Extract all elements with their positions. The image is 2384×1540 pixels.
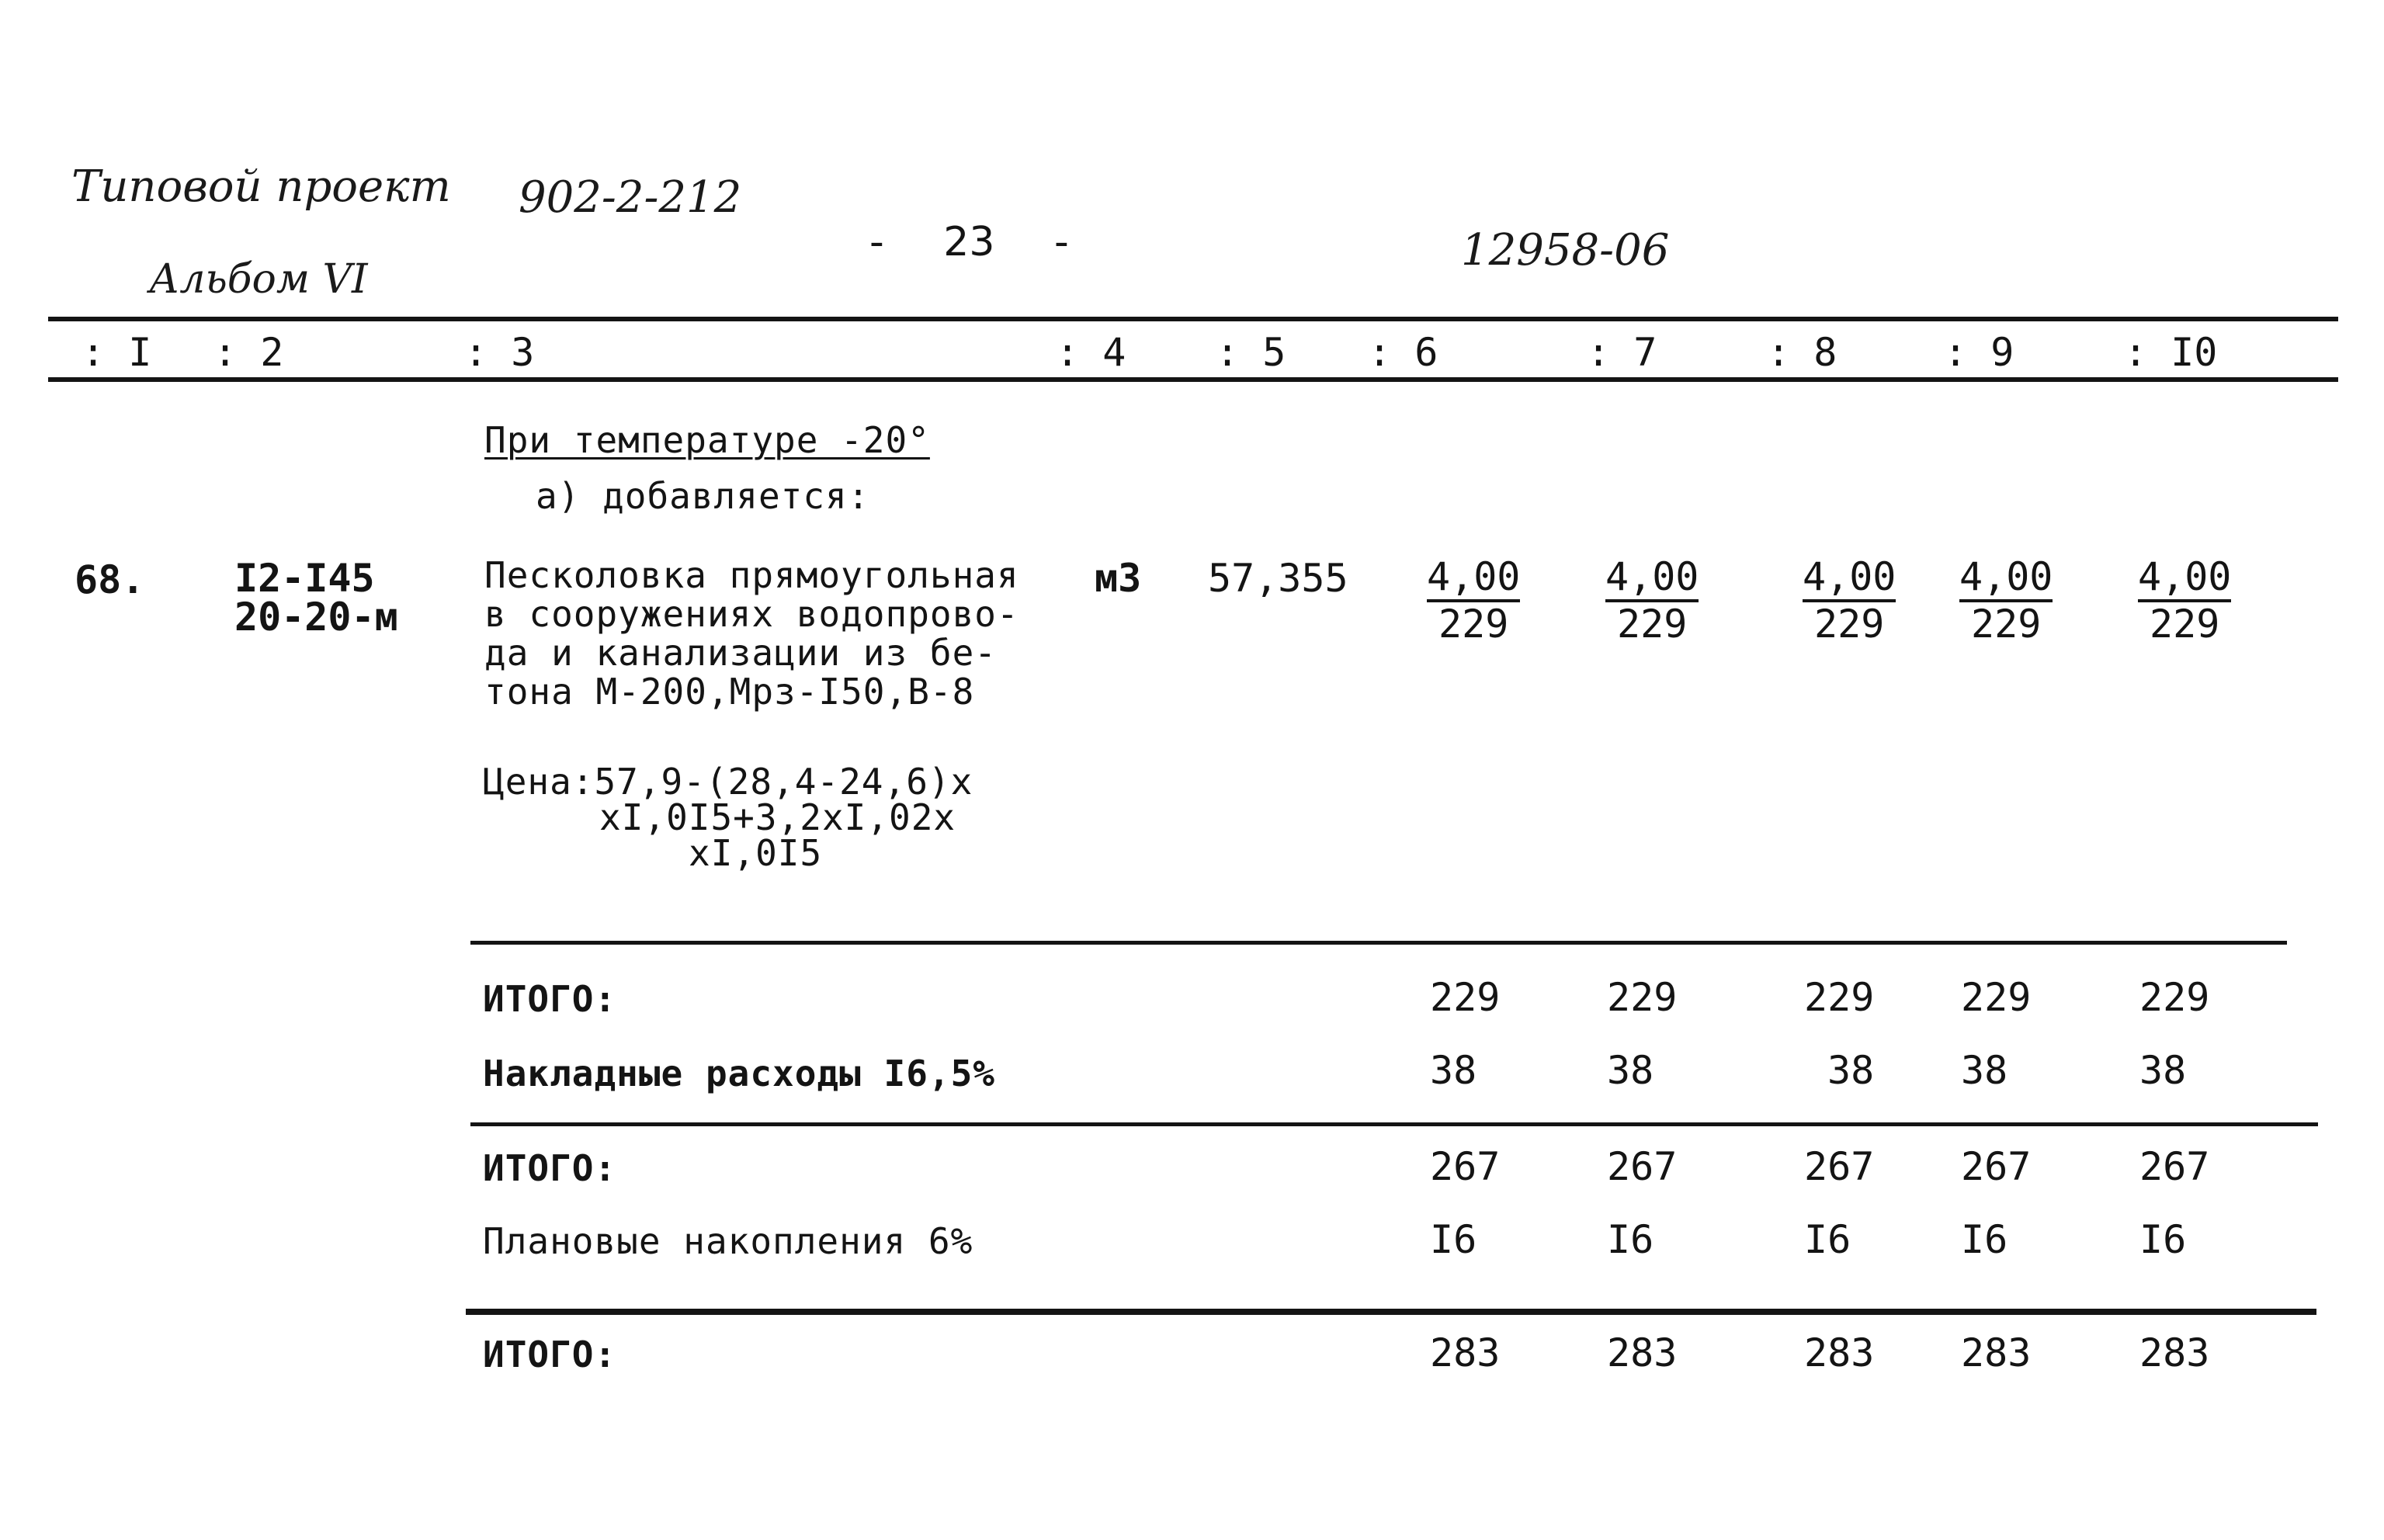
totals-rule-2 (470, 1122, 2318, 1126)
description-line-3: да и канализации из бе- (484, 632, 997, 674)
item-code-line-1: I2-I45 (234, 556, 375, 601)
total-4-col9: I6 (1961, 1217, 2008, 1262)
total-5-col9: 283 (1961, 1330, 2032, 1375)
item-code-line-2: 20-20-м (234, 595, 398, 640)
totals-rule-3 (466, 1309, 2316, 1315)
column-header-4: : 4 (1056, 330, 1126, 375)
value-col6-rate: 4,00 (1427, 556, 1520, 602)
item-number: 68. (75, 557, 145, 602)
project-code: 902-2-212 (519, 172, 742, 223)
total-2-col6: 38 (1430, 1048, 1477, 1093)
value-col8-rate: 4,00 (1803, 556, 1896, 602)
description-line-2: в сооружениях водопрово- (484, 593, 1019, 635)
total-2-col10: 38 (2139, 1048, 2187, 1093)
header-top-rule (48, 317, 2338, 321)
formula-line-2: хI,0I5+3,2хI,02х (599, 796, 956, 838)
total-label-3: ИТОГО: (483, 1147, 617, 1189)
item-quantity: 57,355 (1208, 556, 1348, 601)
total-label-1: ИТОГО: (483, 978, 617, 1020)
total-1-col7: 229 (1607, 975, 1678, 1020)
formula-line-3: хI,0I5 (689, 832, 823, 874)
total-label-2: Накладные расходы I6,5% (483, 1053, 995, 1094)
total-label-5: ИТОГО: (483, 1334, 617, 1375)
value-col10-cost: 229 (2150, 602, 2220, 647)
column-header-9: : 9 (1944, 330, 2014, 375)
item-value-col7 (1605, 556, 1699, 646)
total-5-col10: 283 (2139, 1330, 2210, 1375)
total-2-col7: 38 (1607, 1048, 1654, 1093)
total-4-col8: I6 (1804, 1217, 1851, 1262)
item-value-col8 (1803, 556, 1896, 646)
value-col9-rate: 4,00 (1959, 556, 2053, 602)
item-unit: м3 (1095, 556, 1142, 601)
header-bottom-rule (48, 377, 2338, 382)
total-1-col6: 229 (1430, 975, 1501, 1020)
project-label: Типовой проект (71, 161, 451, 212)
item-value-col6 (1427, 556, 1520, 646)
column-header-5: : 5 (1216, 330, 1286, 375)
total-1-col10: 229 (2139, 975, 2210, 1020)
total-5-col6: 283 (1430, 1330, 1501, 1375)
page-number: - 23 - (869, 219, 1069, 265)
total-5-col8: 283 (1804, 1330, 1875, 1375)
column-header-2: : 2 (213, 330, 284, 375)
description-line-1: Песколовка прямоугольная (484, 554, 1019, 596)
total-2-col8: 38 (1827, 1048, 1875, 1093)
document-code: 12958-06 (1461, 225, 1670, 276)
column-header-7: : 7 (1587, 330, 1657, 375)
total-4-col10: I6 (2139, 1217, 2187, 1262)
total-4-col6: I6 (1430, 1217, 1477, 1262)
value-col6-cost: 229 (1438, 602, 1509, 647)
value-col8-cost: 229 (1814, 602, 1885, 647)
item-value-col10 (2138, 556, 2231, 646)
total-3-col10: 267 (2139, 1144, 2210, 1189)
column-header-6: : 6 (1368, 330, 1438, 375)
total-1-col8: 229 (1804, 975, 1875, 1020)
total-3-col8: 267 (1804, 1144, 1875, 1189)
total-3-col7: 267 (1607, 1144, 1678, 1189)
formula-line-1: Цена:57,9-(28,4-24,6)х (483, 761, 973, 803)
total-2-col9: 38 (1961, 1048, 2008, 1093)
item-description (484, 556, 1019, 711)
column-header-1: : I (82, 330, 152, 375)
price-formula (483, 761, 973, 874)
section-title: При температуре -20° (484, 419, 930, 461)
value-col7-rate: 4,00 (1605, 556, 1699, 602)
column-header-3: : 3 (464, 330, 535, 375)
total-5-col7: 283 (1607, 1330, 1678, 1375)
total-1-col9: 229 (1961, 975, 2032, 1020)
total-3-col9: 267 (1961, 1144, 2032, 1189)
total-3-col6: 267 (1430, 1144, 1501, 1189)
column-header-8: : 8 (1767, 330, 1837, 375)
value-col7-cost: 229 (1617, 602, 1688, 647)
section-subtitle: а) добавляется: (536, 475, 870, 517)
album-label: Альбом VI (149, 256, 368, 303)
value-col9-cost: 229 (1971, 602, 2042, 647)
total-label-4: Плановые накопления 6% (483, 1220, 973, 1262)
item-value-col9 (1959, 556, 2053, 646)
value-col10-rate: 4,00 (2138, 556, 2231, 602)
total-4-col7: I6 (1607, 1217, 1654, 1262)
totals-rule-1 (470, 941, 2287, 945)
description-line-4: тона М-200,Мрз-I50,В-8 (484, 671, 975, 713)
column-header-10: : I0 (2124, 330, 2218, 375)
